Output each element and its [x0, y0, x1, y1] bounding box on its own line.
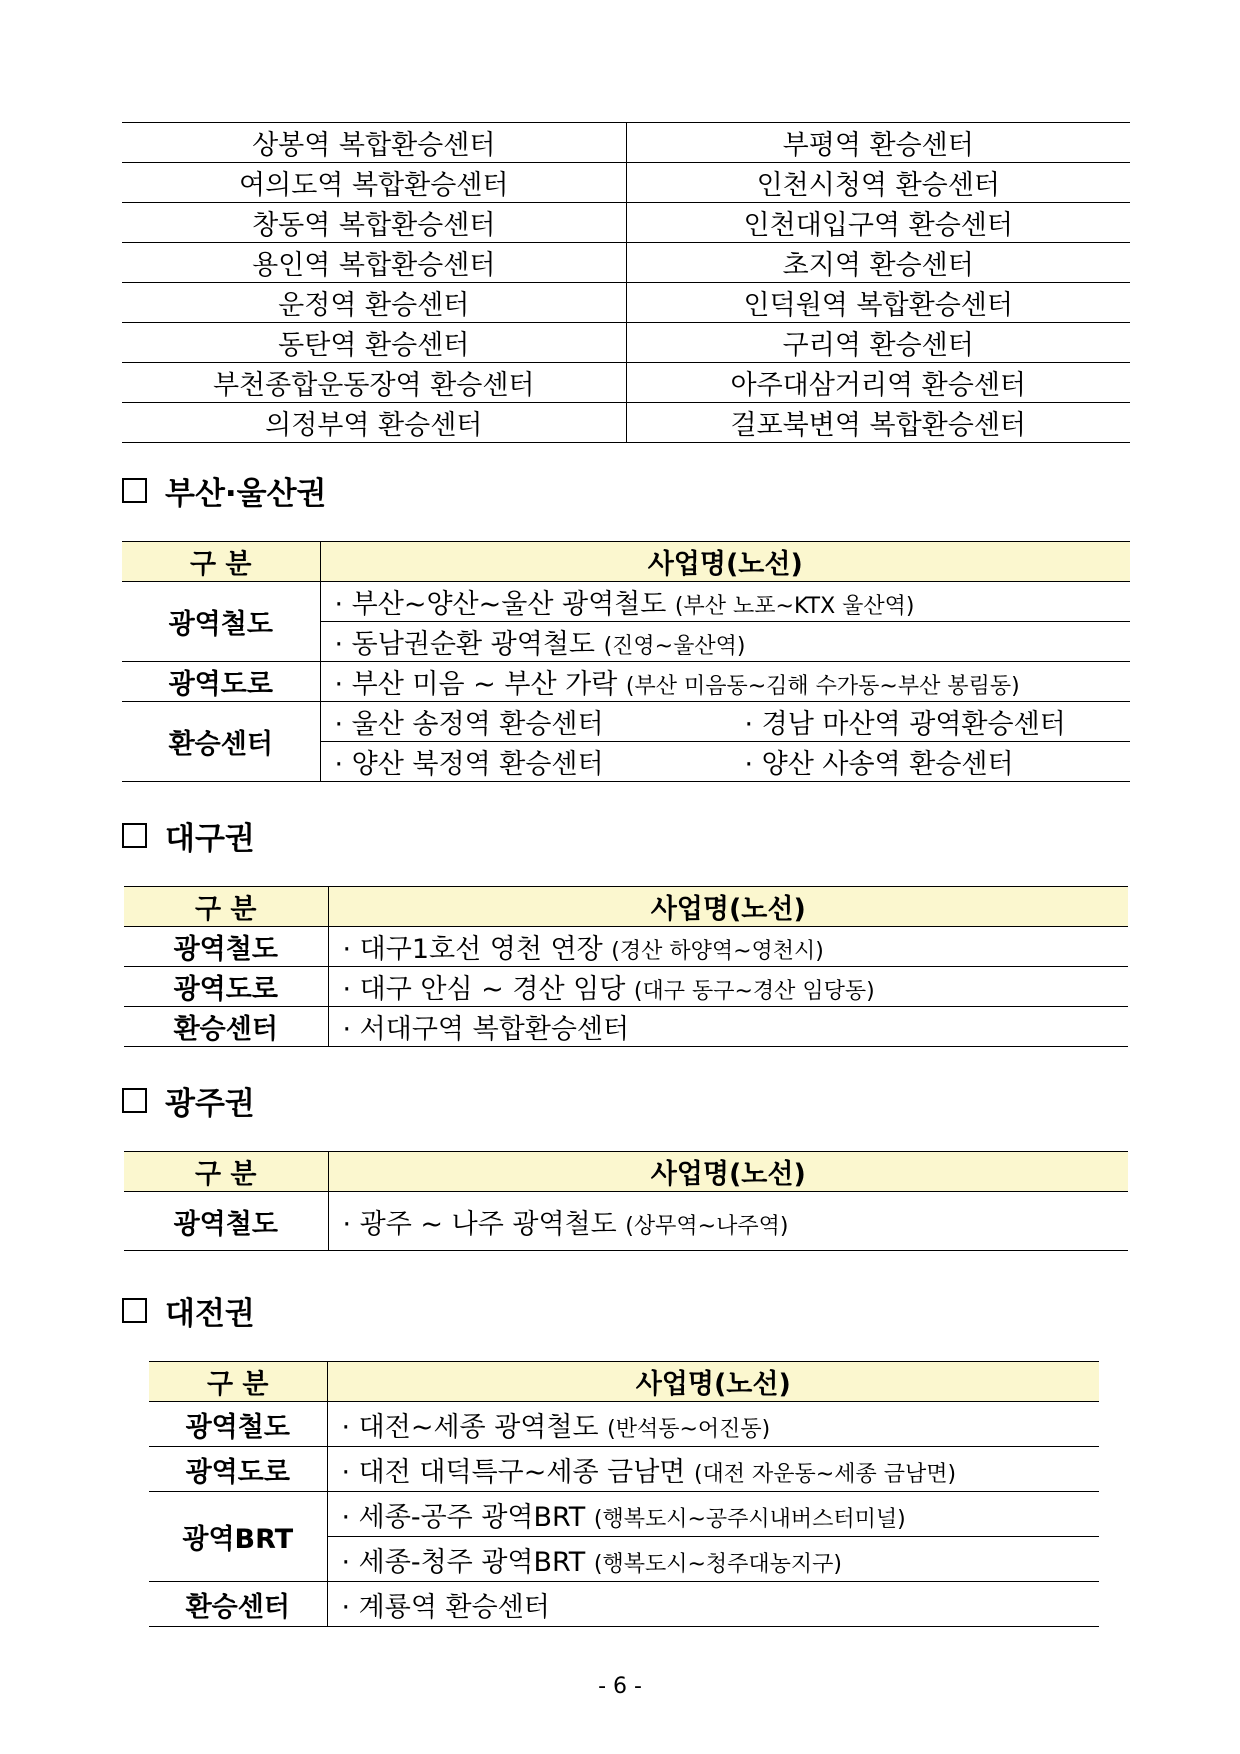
table-cell: 창동역 복합환승센터 — [122, 203, 626, 243]
header-name: 사업명(노선) — [328, 887, 1128, 927]
table-row — [149, 1582, 1099, 1627]
table-cell: 동탄역 환승센터 — [122, 323, 626, 363]
table-row — [122, 163, 1130, 203]
table-row — [122, 662, 1130, 702]
checkbox-square-icon — [122, 478, 147, 503]
section-title: 대구권 — [165, 821, 255, 857]
list-item: · 세종-청주 광역BRT (행복도시~청주대농지구) — [327, 1537, 1099, 1582]
page-number: - 6 - — [598, 1674, 642, 1699]
header-category: 구 분 — [149, 1362, 327, 1402]
header-name: 사업명(노선) — [327, 1362, 1099, 1402]
table-row — [122, 582, 1130, 622]
list-item: · 양산 북정역 환승센터 · 양산 사송역 환승센터 — [320, 742, 1130, 782]
list-item: · 대전~세종 광역철도 (반석동~어진동) — [327, 1402, 1099, 1447]
busan-table — [122, 541, 1130, 782]
table-row — [124, 1192, 1128, 1251]
header-category: 구 분 — [122, 542, 320, 582]
checkbox-square-icon — [122, 823, 147, 848]
header-category: 구 분 — [124, 1152, 328, 1192]
category-cell: 환승센터 — [149, 1582, 327, 1627]
table-row — [122, 702, 1130, 742]
header-category: 구 분 — [124, 887, 328, 927]
category-cell: 광역철도 — [122, 582, 320, 662]
table-cell: 여의도역 복합환승센터 — [122, 163, 626, 203]
list-item: · 세종-공주 광역BRT (행복도시~공주시내버스터미널) — [327, 1492, 1099, 1537]
table-row — [122, 203, 1130, 243]
category-cell: 광역도로 — [149, 1447, 327, 1492]
section-title: 대전권 — [165, 1296, 255, 1332]
table-row — [124, 1007, 1128, 1047]
table-cell: 구리역 환승센터 — [626, 323, 1130, 363]
section-title: 부산·울산권 — [165, 476, 327, 512]
table-cell: 부천종합운동장역 환승센터 — [122, 363, 626, 403]
category-cell: 광역철도 — [124, 927, 328, 967]
table-row — [122, 243, 1130, 283]
list-item: · 대구1호선 영천 연장 (경산 하양역~영천시) — [328, 927, 1128, 967]
list-item: · 부산~양산~울산 광역철도 (부산 노포~KTX 울산역) — [320, 582, 1130, 622]
checkbox-square-icon — [122, 1088, 147, 1113]
category-cell: 환승센터 — [124, 1007, 328, 1047]
table-cell: 용인역 복합환승센터 — [122, 243, 626, 283]
table-row — [149, 1447, 1099, 1492]
list-item: · 동남권순환 광역철도 (진영~울산역) — [320, 622, 1130, 662]
table-row — [122, 283, 1130, 323]
category-cell: 광역철도 — [124, 1192, 328, 1251]
category-cell: 환승센터 — [122, 702, 320, 782]
table-cell: 부평역 환승센터 — [626, 123, 1130, 163]
table-row — [122, 363, 1130, 403]
table-header-row — [122, 542, 1130, 582]
list-item: · 울산 송정역 환승센터 · 경남 마산역 광역환승센터 — [320, 702, 1130, 742]
table-header-row — [124, 887, 1128, 927]
section-heading-busan — [122, 468, 327, 513]
list-item: · 대전 대덕특구~세종 금남면 (대전 자운동~세종 금남면) — [327, 1447, 1099, 1492]
table-row — [149, 1492, 1099, 1537]
category-cell: 광역BRT — [149, 1492, 327, 1582]
table-cell: 초지역 환승센터 — [626, 243, 1130, 283]
list-item: · 계룡역 환승센터 — [327, 1582, 1099, 1627]
table-row — [124, 967, 1128, 1007]
section-heading-daegu — [122, 813, 255, 858]
table-cell: 인덕원역 복합환승센터 — [626, 283, 1130, 323]
list-item: · 대구 안심 ~ 경산 임당 (대구 동구~경산 임당동) — [328, 967, 1128, 1007]
category-cell: 광역철도 — [149, 1402, 327, 1447]
table-row — [122, 403, 1130, 443]
table-row — [122, 123, 1130, 163]
daegu-table — [124, 886, 1128, 1047]
table-row — [124, 927, 1128, 967]
transfer-center-table — [122, 122, 1130, 443]
table-header-row — [149, 1362, 1099, 1402]
table-cell: 의정부역 환승센터 — [122, 403, 626, 443]
list-item: · 광주 ~ 나주 광역철도 (상무역~나주역) — [328, 1192, 1128, 1251]
table-header-row — [124, 1152, 1128, 1192]
list-item: · 서대구역 복합환승센터 — [328, 1007, 1128, 1047]
section-heading-gwangju — [122, 1078, 255, 1123]
list-item: · 부산 미음 ~ 부산 가락 (부산 미음동~김해 수가동~부산 봉림동) — [320, 662, 1130, 702]
table-cell: 인천시청역 환승센터 — [626, 163, 1130, 203]
table-row — [122, 323, 1130, 363]
table-cell: 걸포북변역 복합환승센터 — [626, 403, 1130, 443]
header-name: 사업명(노선) — [320, 542, 1130, 582]
table-cell: 인천대입구역 환승센터 — [626, 203, 1130, 243]
section-title: 광주권 — [165, 1086, 255, 1122]
table-cell: 상봉역 복합환승센터 — [122, 123, 626, 163]
table-cell: 아주대삼거리역 환승센터 — [626, 363, 1130, 403]
header-name: 사업명(노선) — [328, 1152, 1128, 1192]
checkbox-square-icon — [122, 1298, 147, 1323]
category-cell: 광역도로 — [122, 662, 320, 702]
gwangju-table — [124, 1151, 1128, 1251]
table-cell: 운정역 환승센터 — [122, 283, 626, 323]
section-heading-daejeon — [122, 1288, 255, 1333]
daejeon-table — [149, 1361, 1099, 1627]
table-row — [149, 1402, 1099, 1447]
category-cell: 광역도로 — [124, 967, 328, 1007]
